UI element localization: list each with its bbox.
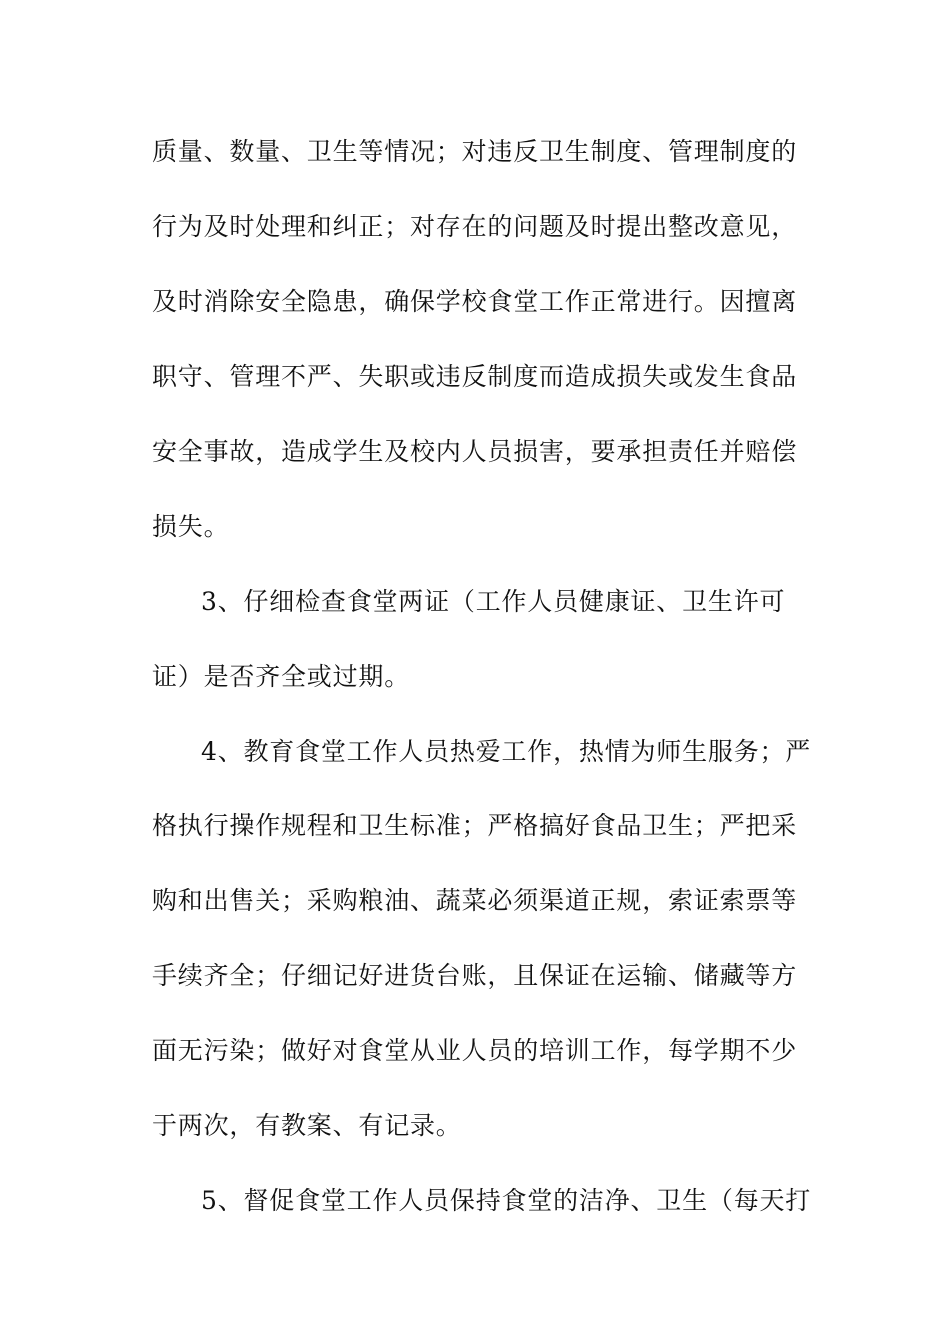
paragraph-4-line-5: 面无污染；做好对食堂从业人员的培训工作，每学期不少: [152, 1036, 798, 1065]
paragraph-2-line-6: 损失。: [152, 512, 230, 541]
paragraph-4-line-6: 于两次，有教案、有记录。: [152, 1111, 462, 1140]
paragraph-4-line-3: 购和出售关；采购粮油、蔬菜必须渠道正规，索证索票等: [152, 886, 798, 915]
paragraph-3-line-1: 3、仔细检查食堂两证（工作人员健康证、卫生许可: [201, 587, 786, 616]
paragraph-3-line-2: 证）是否齐全或过期。: [152, 662, 411, 691]
paragraph-4-line-2: 格执行操作规程和卫生标准；严格搞好食品卫生；严把采: [152, 811, 798, 840]
paragraph-5-line-1: 5、督促食堂工作人员保持食堂的洁净、卫生（每天打: [201, 1186, 812, 1215]
paragraph-4-line-4: 手续齐全；仔细记好进货台账，且保证在运输、储藏等方: [152, 961, 798, 990]
paragraph-2-line-2: 行为及时处理和纠正；对存在的问题及时提出整改意见，: [152, 212, 798, 241]
paragraph-2-line-4: 职守、管理不严、失职或违反制度而造成损失或发生食品: [152, 362, 798, 391]
paragraph-2-line-5: 安全事故，造成学生及校内人员损害，要承担责任并赔偿: [152, 437, 798, 466]
paragraph-2-line-1: 质量、数量、卫生等情况；对违反卫生制度、管理制度的: [152, 137, 798, 166]
paragraph-2-line-3: 及时消除安全隐患，确保学校食堂工作正常进行。因擅离: [152, 287, 798, 316]
paragraph-4-line-1: 4、教育食堂工作人员热爱工作，热情为师生服务；严: [201, 737, 812, 766]
